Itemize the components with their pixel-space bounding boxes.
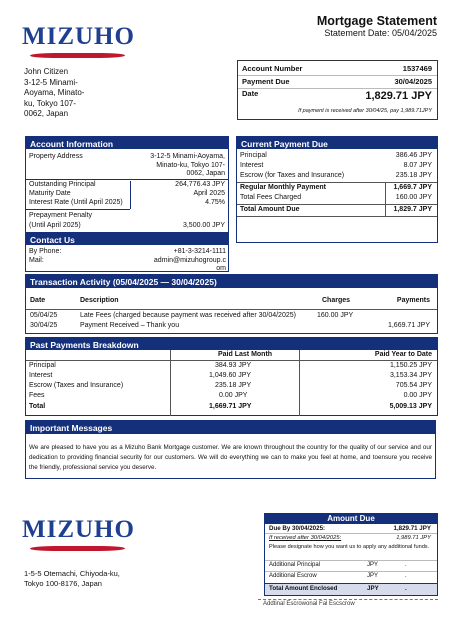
property-address xyxy=(150,153,225,179)
pp-year: 1,150.25 JPY xyxy=(389,362,432,369)
footer-address-line: Tokyo 100-8176, Japan xyxy=(24,578,102,588)
messages-panel xyxy=(25,420,436,479)
principal-value: 264,776.43 JPY xyxy=(175,181,225,188)
property-line: Minato-ku, Tokyo 107- xyxy=(156,161,225,169)
pp-last: 384.93 JPY xyxy=(215,362,252,369)
pp-last: 235.18 JPY xyxy=(215,382,252,389)
pp-year: 5,009.13 JPY xyxy=(389,403,432,410)
phone-label: By Phone: xyxy=(29,248,62,255)
pp-year: 0.00 JPY xyxy=(403,392,432,399)
pp-last: 1,669.71 JPY xyxy=(209,403,252,410)
mizuho-logo xyxy=(22,23,135,63)
logo-swoosh xyxy=(29,53,126,58)
tx-date: 30/04/25 xyxy=(30,322,58,329)
add-principal-unit: JPY xyxy=(367,562,379,568)
col-date: Date xyxy=(30,297,46,304)
messages-header: Important Messages xyxy=(26,421,435,434)
statement-title: Mortgage Statement xyxy=(316,14,437,28)
cp-regular-label: Regular Monthly Payment xyxy=(240,184,326,191)
logo-text: MIZUHO xyxy=(22,23,135,50)
property-address-label: Property Address xyxy=(29,153,83,160)
current-payment-header: Current Payment Due xyxy=(237,137,437,149)
payment-due-label: Payment Due xyxy=(242,77,290,86)
account-information-header: Account Information xyxy=(26,137,228,149)
coupon-cut-line xyxy=(258,599,438,600)
add-escrow-label: Additional Escrow xyxy=(269,573,317,579)
coupon-header: Amount Due xyxy=(265,514,437,524)
prepay-value: 3,500.00 JPY xyxy=(182,222,225,229)
cp-escrow-label: Escrow (for Taxes and Insurance) xyxy=(240,172,345,179)
cp-fees-label: Total Fees Charged xyxy=(240,194,302,201)
late-amount: 1,989.71 JPY xyxy=(396,535,431,541)
tx-charges: 160.00 JPY xyxy=(317,312,354,319)
prepay-label: Prepayment Penalty xyxy=(29,212,93,219)
col-description: Description xyxy=(80,297,119,304)
cp-interest-value: 8.07 JPY xyxy=(403,162,432,169)
add-principal-dot: . xyxy=(405,562,407,568)
past-payments-panel xyxy=(25,337,438,416)
customer-address-line: ku, Tokyo 107- xyxy=(24,98,76,108)
transaction-header: Transaction Activity (05/04/2025 — 30/04/2025) xyxy=(26,275,437,288)
footer-address xyxy=(24,569,120,588)
due-by-amount: 1,829.71 JPY xyxy=(393,525,431,532)
col-charges: Charges xyxy=(322,297,351,304)
summary-box xyxy=(237,60,438,120)
payment-coupon xyxy=(264,513,438,596)
email-link[interactable] xyxy=(154,257,226,273)
tx-description: Payment Received – Thank you xyxy=(80,322,180,329)
customer-address-line: 0062, Japan xyxy=(24,109,69,118)
mail-label: Mail: xyxy=(29,257,44,264)
payment-due-date: 30/04/2025 xyxy=(394,77,432,86)
pp-label: Fees xyxy=(29,392,45,399)
cp-interest-label: Interest xyxy=(240,162,264,169)
total-enclosed-label: Total Amount Enclosed xyxy=(269,585,338,592)
cp-total-label: Total Amount Due xyxy=(240,206,300,213)
current-payment-panel xyxy=(236,136,438,243)
designate-note: Please designate how you want us to apply any additional funds. xyxy=(269,544,430,550)
property-line: 3-12-5 Minami-Aoyama, xyxy=(150,153,225,160)
account-number: 1537469 xyxy=(402,64,432,73)
pp-label: Principal xyxy=(29,362,56,369)
pp-year: 705.54 JPY xyxy=(395,382,432,389)
email-line: om xyxy=(216,265,226,272)
pp-last: 0.00 JPY xyxy=(219,392,248,399)
coupon-cut-text: Addtinal Escrowonal Fal Escscrow xyxy=(263,601,355,607)
maturity-value: April 2025 xyxy=(193,190,225,197)
cp-regular-value: 1,669.7 JPY xyxy=(393,184,432,191)
rate-label: Interest Rate (Until April 2025) xyxy=(29,199,123,206)
late-payment-note: If payment is received after 30/04/25, pay 1,989.71JPY xyxy=(298,108,432,114)
cp-fees-value: 160.00 JPY xyxy=(395,194,432,201)
account-number-label: Account Number xyxy=(242,64,303,73)
customer-address-line: Aoyama, Minato- xyxy=(24,88,85,97)
cp-principal-label: Principal xyxy=(240,152,267,159)
cp-principal-value: 386.46 JPY xyxy=(395,152,432,159)
tx-payments: 1,669.71 JPY xyxy=(387,322,430,329)
pp-year: 3,153.34 JPY xyxy=(389,372,432,379)
pp-label: Escrow (Taxes and Insurance) xyxy=(29,382,124,389)
due-by-label: Due By 30/04/2025: xyxy=(269,525,326,532)
phone-number[interactable]: +81-3-3214-1111 xyxy=(173,248,226,255)
cp-escrow-value: 235.18 JPY xyxy=(395,172,432,179)
customer-address-line: 3-12-5 Minami- xyxy=(24,77,78,87)
contact-panel xyxy=(25,232,229,272)
tx-description: Late Fees (charged because payment was received after 30/04/2025) xyxy=(80,312,296,319)
tx-date: 05/04/25 xyxy=(30,312,58,319)
customer-name: John Citizen xyxy=(24,67,69,76)
prepay-label-sub: (Until April 2025) xyxy=(29,222,81,229)
date-label: Date xyxy=(242,89,259,98)
add-principal-label: Additional Principal xyxy=(269,562,321,568)
statement-date: Statement Date: 05/04/2025 xyxy=(324,28,437,38)
customer-address xyxy=(24,67,84,120)
col-payments: Payments xyxy=(396,297,430,304)
col-paid-year-to-date: Paid Year to Date xyxy=(374,351,432,358)
amount-due: 1,829.71 JPY xyxy=(365,90,432,102)
late-label: If received after 30/04/2025: xyxy=(269,535,342,541)
principal-label: Outstanding Principal xyxy=(29,181,96,188)
total-enclosed-dot: . xyxy=(405,585,407,592)
pp-last: 1,049.60 JPY xyxy=(209,372,252,379)
cp-total-value: 1,829.7 JPY xyxy=(393,206,432,213)
footer-address-line: 1-5-5 Otemachi, Chiyoda-ku, xyxy=(24,569,120,578)
messages-body: We are pleased to have you as a Mizuho Bank Mortgage customer. We are known throughout the country for the quality of our service and our dedication to providing financial security for our customers. We will do everything we can to make you feel at home, and toensure you receive the friendly, professional service you deserve. xyxy=(29,444,432,471)
add-escrow-dot: . xyxy=(405,573,407,579)
total-enclosed-unit: JPY xyxy=(367,585,379,592)
add-escrow-unit: JPY xyxy=(367,573,379,579)
property-line: 0062, Japan xyxy=(186,170,225,177)
logo-swoosh xyxy=(29,546,126,551)
maturity-label: Maturity Date xyxy=(29,190,71,197)
logo-text: MIZUHO xyxy=(22,516,135,543)
rate-value: 4.75% xyxy=(205,199,225,206)
contact-header: Contact Us xyxy=(26,233,228,245)
mizuho-logo-footer xyxy=(22,516,135,556)
col-paid-last-month: Paid Last Month xyxy=(218,351,273,358)
pp-label: Interest xyxy=(29,372,53,379)
email-line: admin@mizuhogroup.c xyxy=(153,257,226,264)
account-information-panel xyxy=(25,136,229,235)
past-payments-header: Past Payments Breakdown xyxy=(26,338,437,350)
transaction-panel xyxy=(25,274,438,334)
pp-label: Total xyxy=(29,403,46,410)
